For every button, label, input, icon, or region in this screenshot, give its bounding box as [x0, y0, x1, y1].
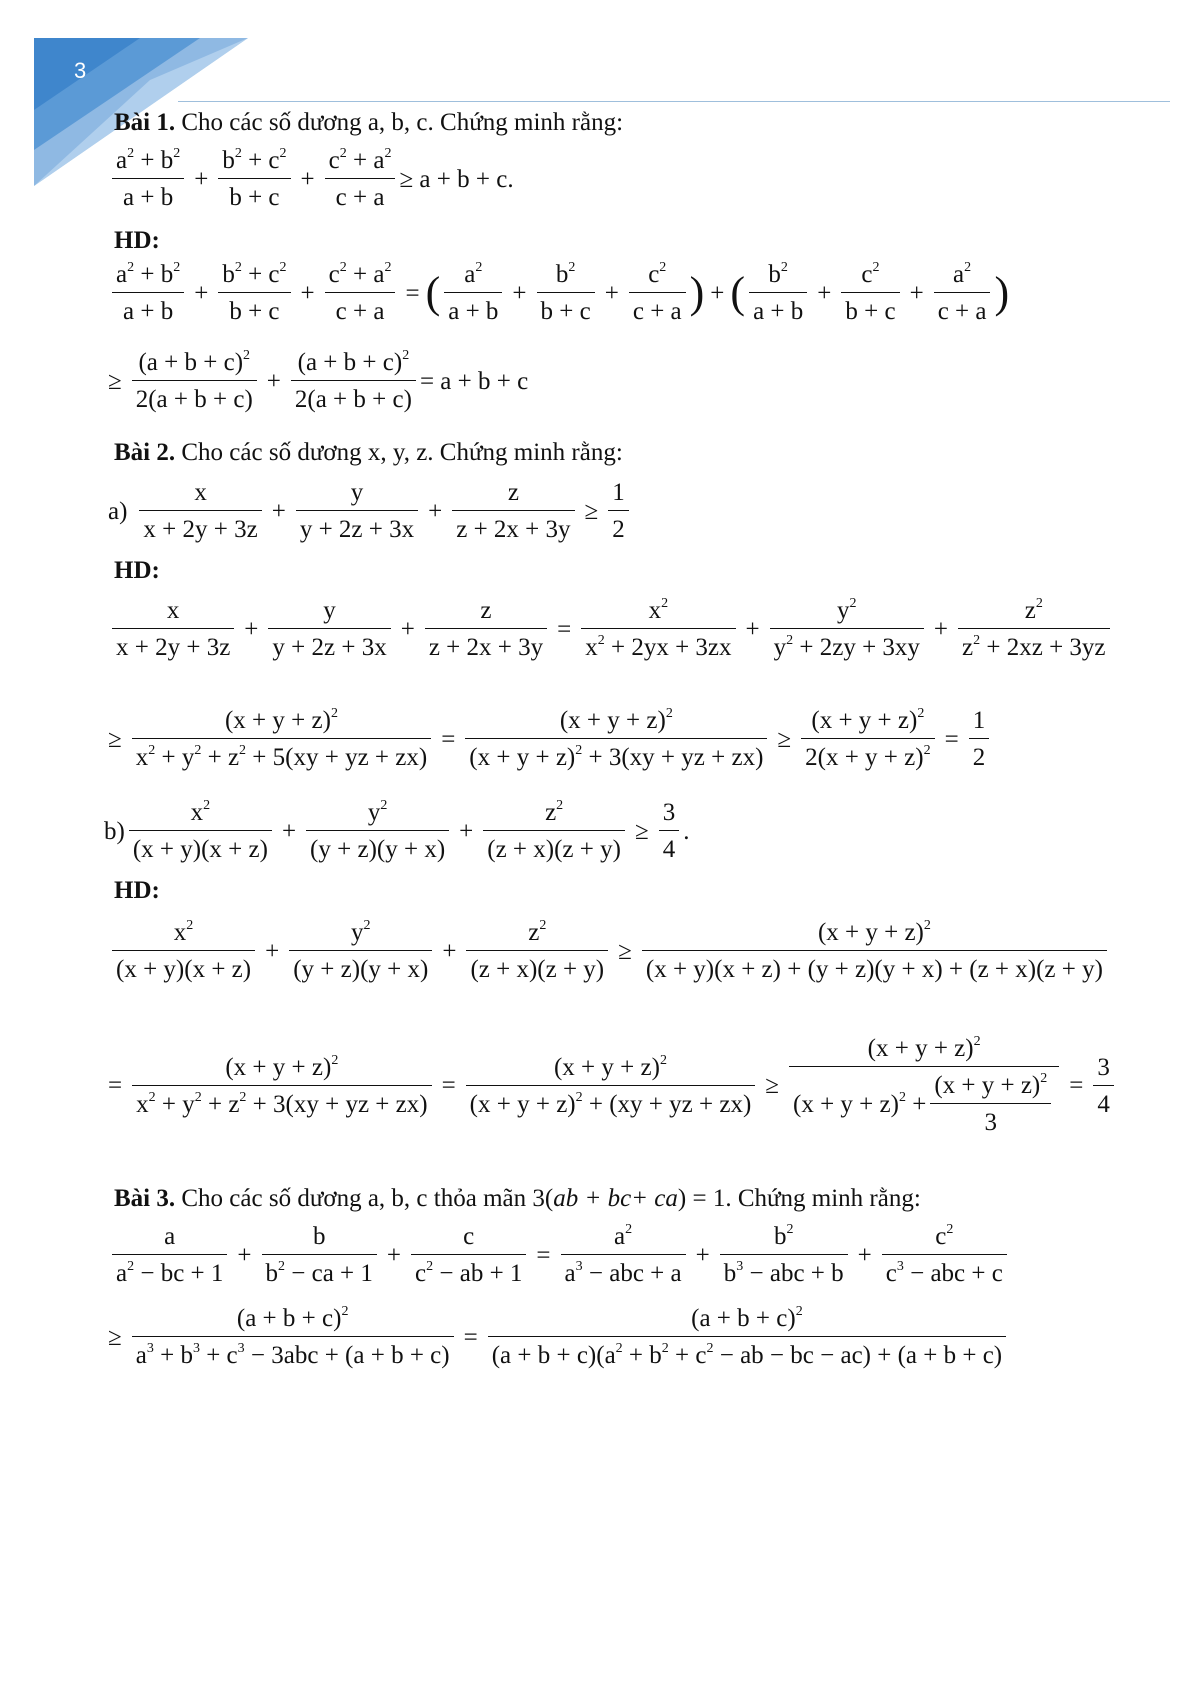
- problem-1-inequality: $\frac{a^2 + b^2}{a + b}$ + $\frac{b^2 + c^2}{b + c}$ + $\frac{c^2 + a^2}{c + a}$ ≥ a + b + c.: [108, 148, 514, 210]
- hd-2a-step-1: $\frac{x}{x + 2y + 3z}$ + $\frac{y}{y + 2z + 3x}$ + $\frac{z}{z + 2x + 3y}$ = $\frac{x^2}{x^2 + 2yx + 3zx}$ + $\frac{y^2}{y^2 + 2zy + 3xy}$ + $\frac{z^2}{z^2 + 2xz + 3yz}$: [108, 598, 1114, 660]
- hd-2b-step-2: = $\frac{(x + y + z)^2}{x^2 + y^2 + z^2 + 3(xy + yz + zx)}$ = $\frac{(x + y + z)^2}{(x + y + z)^2 + (xy + yz + zx)}$ ≥ $(x + y + z)^2$ $(x + y + z)^2$ + $\frac{(x + y + z)^2}{3}$ = $\frac{3}{4}$: [108, 1036, 1118, 1135]
- problem-3-text-pre: Cho các số dương a, b, c thỏa mãn 3(: [181, 1185, 554, 1212]
- problem-2b-inequality: b) $\frac{x^2}{(x + y)(x + z)}$ + $\frac{y^2}{(y + z)(y + x)}$ + $\frac{z^2}{(z + x)(z + y)}$ ≥ $\frac{3}{4}$ .: [104, 798, 690, 863]
- problem-3-title: Bài 3.: [114, 1185, 176, 1212]
- hd-1-label: HD:: [114, 227, 160, 254]
- problem-3-statement: [114, 1186, 921, 1211]
- header-rule: [178, 101, 1170, 102]
- problem-3-text-post: ) = 1. Chứng minh rằng:: [677, 1185, 921, 1212]
- problem-3-text-condition: ab + bc+ ca: [553, 1185, 678, 1212]
- hd-1-step-1: $\frac{a^2 + b^2}{a + b}$ + $\frac{b^2 + c^2}{b + c}$ + $\frac{c^2 + a^2}{c + a}$ = ( $\frac{a^2}{a + b}$ + $\frac{b^2}{b + c}$ + $\frac{c^2}{c + a}$ ) + ( $\frac{b^2}{a + b}$ + $\frac{c^2}{b + c}$ + $\frac{a^2}{c + a}$ ): [108, 262, 1009, 324]
- hd-2a-label: HD:: [114, 557, 160, 584]
- page-number: 3: [74, 58, 87, 83]
- problem-2-title: Bài 2.: [114, 439, 176, 466]
- hd-1-result: = a + b + c: [419, 367, 529, 395]
- problem-2a-inequality: a) $\frac{x}{x + 2y + 3z}$ + $\frac{y}{y + 2z + 3x}$ + $\frac{z}{z + 2x + 3y}$ ≥ $\frac{1}{2}$: [108, 480, 633, 542]
- hd-1-step-2: ≥ $\frac{(a + b + c)^2}{2(a + b + c)}$ + $\frac{(a + b + c)^2}{2(a + b + c)}$ = a + b + c: [108, 348, 529, 413]
- problem-3-step-1: $\frac{a}{a^2 - bc + 1}$ + $\frac{b}{b^2 - ca + 1}$ + $\frac{c}{c^2 - ab + 1}$ = $\frac{a^2}{a^3 - abc + a}$ + $\frac{b^2}{b^3 - abc + b}$ + $\frac{c^2}{c^3 - abc + c}$: [108, 1224, 1011, 1286]
- problem-1-rhs: ≥ a + b + c.: [399, 165, 514, 193]
- problem-1-text: Cho các số dương a, b, c. Chứng minh rằng:: [181, 109, 624, 136]
- hd-2a-step-2: ≥ $\frac{(x + y + z)^2}{x^2 + y^2 + z^2 + 5(xy + yz + zx)}$ = $\frac{(x + y + z)^2}{(x + y + z)^2 + 3(xy + yz + zx)}$ ≥ $\frac{(x + y + z)^2}{2(x + y + z)^2}$ = $\frac{1}{2}$: [108, 708, 993, 770]
- problem-2-text: Cho các số dương x, y, z. Chứng minh rằng:: [181, 439, 623, 466]
- problem-1-statement: [114, 110, 623, 135]
- part-b-label: b): [104, 817, 125, 845]
- problem-2-statement: [114, 440, 623, 465]
- problem-1-title: Bài 1.: [114, 109, 176, 136]
- problem-3-step-2: ≥ $\frac{(a + b + c)^2}{a^3 + b^3 + c^3 - 3abc + (a + b + c)}$ = $\frac{(a + b + c)^2}{(a + b + c)(a^2 + b^2 + c^2 - ab - bc - ac) + (a + b + c)}$: [108, 1306, 1010, 1368]
- part-a-label: a): [108, 497, 128, 525]
- hd-2b-label: HD:: [114, 877, 160, 904]
- hd-2b-step-1: $\frac{x^2}{(x + y)(x + z)}$ + $\frac{y^2}{(y + z)(y + x)}$ + $\frac{z^2}{(z + x)(z + y)}$ ≥ $\frac{(x + y + z)^2}{(x + y)(x + z) + (y + z)(y + x) + (z + x)(z + y)}$: [108, 920, 1111, 982]
